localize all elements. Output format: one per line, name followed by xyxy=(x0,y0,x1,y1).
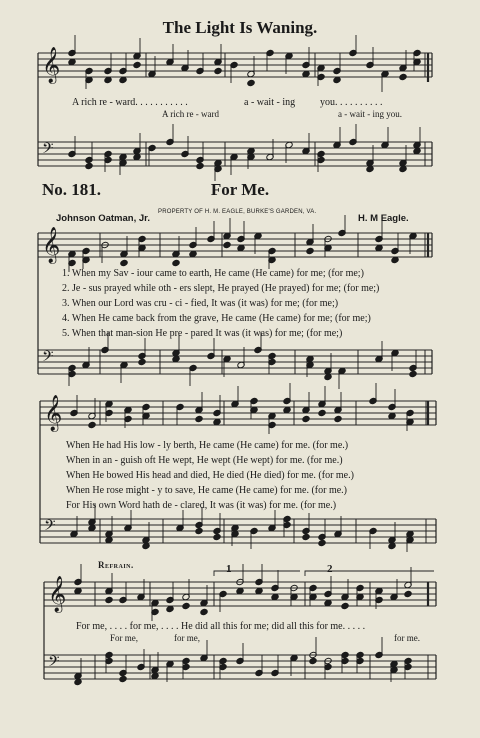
second-ending-bracket xyxy=(305,571,434,576)
note-head xyxy=(68,58,76,65)
note-head xyxy=(413,147,421,154)
note-head xyxy=(151,672,159,679)
note-head xyxy=(333,76,341,83)
treble-clef-icon: 𝄞 xyxy=(42,47,61,83)
note-head xyxy=(138,358,146,365)
note-head xyxy=(120,259,128,266)
treble-clef-icon: 𝄞 xyxy=(42,227,61,263)
note-head xyxy=(74,678,82,685)
refrain-lyric-lower-3: for me. xyxy=(394,633,420,643)
top-lyric-1: A rich re - ward. . . . . . . . . . . xyxy=(72,97,188,108)
note-head xyxy=(166,605,174,612)
note-head xyxy=(334,415,342,422)
bass-clef-icon: 𝄢 xyxy=(48,653,60,674)
top-lyric-2: a - wait - ing xyxy=(244,97,296,108)
note-head xyxy=(399,165,407,172)
first-ending-bracket xyxy=(214,571,300,576)
hymn-number: No. 181. xyxy=(42,180,102,199)
note-head xyxy=(119,76,127,83)
note-head xyxy=(133,61,141,68)
bass-clef-icon: 𝄢 xyxy=(42,140,54,161)
note-head xyxy=(172,259,180,266)
note-head xyxy=(105,596,113,603)
note-head xyxy=(237,244,245,251)
note-head xyxy=(388,412,396,419)
refrain-lyric-lower-2: for me, xyxy=(174,633,200,643)
note-head xyxy=(88,524,96,531)
hymn-title: For Me. xyxy=(210,180,270,199)
note-head xyxy=(318,539,326,546)
note-head xyxy=(223,241,231,248)
treble-clef-icon: 𝄞 xyxy=(44,395,63,431)
verse-1-line-1: 1. When my Sav - iour came to earth, He came (He came) for me; (for me;) xyxy=(62,268,364,279)
note-head xyxy=(283,406,291,413)
first-ending-number: 1 xyxy=(226,563,232,575)
note-head xyxy=(105,536,113,543)
note-head xyxy=(119,675,127,682)
note-head xyxy=(271,593,279,600)
verse-5-line-1: 5. When that man-sion He pre - pared It was (it was) for me; (for me;) xyxy=(62,328,343,339)
verse-2-line-2: When in an - guish oft He wept, He wept (He wept) for me. (for me.) xyxy=(66,455,343,466)
note-head xyxy=(255,587,263,594)
verse-5-line-2: For His own Word hath de - clared, It was (it was) for me. (for me.) xyxy=(66,500,337,511)
note-head xyxy=(195,415,203,422)
note-head xyxy=(88,421,96,428)
refrain-lyric-lower-1: For me, xyxy=(110,633,138,643)
top-piece-title: The Light Is Waning. xyxy=(162,18,318,37)
note-head xyxy=(388,542,396,549)
note-head xyxy=(74,587,82,594)
verse-4-line-1: 4. When He came back from the grave, He came (He came) for me; (for me;) xyxy=(62,313,371,324)
top-lyric-3: you. . . . . . . . . . xyxy=(320,97,383,108)
note-head xyxy=(172,355,180,362)
second-ending-number: 2 xyxy=(327,563,333,575)
lyricist: Johnson Oatman, Jr. xyxy=(56,213,150,224)
note-head xyxy=(306,247,314,254)
note-head xyxy=(85,162,93,169)
top-lyric-lower-1: A rich re - ward xyxy=(162,109,219,119)
note-head xyxy=(214,67,222,74)
note-head xyxy=(375,244,383,251)
note-head xyxy=(196,162,204,169)
refrain-lyric-upper: For me, . . . . for me, . . . . He did all this for me; did all this for me. . . . . xyxy=(76,621,366,632)
verse-1-line-2: When He had His low - ly berth, He came (He came) for me. (for me.) xyxy=(66,440,349,451)
note-head xyxy=(133,153,141,160)
verse-2-line-1: 2. Je - sus prayed while oth - ers slept, He prayed (He prayed) for me; (for me;) xyxy=(62,283,380,294)
note-head xyxy=(142,542,150,549)
note-head xyxy=(302,70,310,77)
note-head xyxy=(189,250,197,257)
verse-4-line-2: When He rose might - y to save, He came (He came) for me. (for me.) xyxy=(66,485,347,496)
note-head xyxy=(104,76,112,83)
refrain-label: Refrain. xyxy=(98,560,134,570)
bass-clef-icon: 𝄢 xyxy=(44,517,56,538)
top-lyric-lower-2: a - wait - ing you. xyxy=(338,109,402,119)
copyright-notice: PROPERTY OF H. M. EAGLE, BURKE'S GARDEN, VA. xyxy=(158,209,317,215)
note-head xyxy=(318,409,326,416)
note-head xyxy=(399,73,407,80)
note-head xyxy=(391,256,399,263)
note-head xyxy=(324,373,332,380)
note-head xyxy=(404,590,412,597)
note-head xyxy=(200,608,208,615)
treble-clef-icon: 𝄞 xyxy=(48,576,67,612)
note-head xyxy=(309,657,317,664)
note-head xyxy=(195,527,203,534)
composer: H. M Eagle. xyxy=(358,213,409,224)
note-head xyxy=(182,602,190,609)
note-head xyxy=(236,587,244,594)
note-head xyxy=(247,79,255,86)
note-head xyxy=(341,602,349,609)
note-head xyxy=(366,165,374,172)
note-head xyxy=(213,418,221,425)
note-head xyxy=(324,599,332,606)
verse-3-line-2: When He bowed His head and died, He died (He died) for me. (for me.) xyxy=(66,470,354,481)
verse-3-line-1: 3. When our Lord was cru - ci - fied, It was (it was) for me; (for me;) xyxy=(62,298,339,309)
bass-clef-icon: 𝄢 xyxy=(42,348,54,369)
note-head xyxy=(409,370,417,377)
note-head xyxy=(302,533,310,540)
note-head xyxy=(302,415,310,422)
note-head xyxy=(213,533,221,540)
